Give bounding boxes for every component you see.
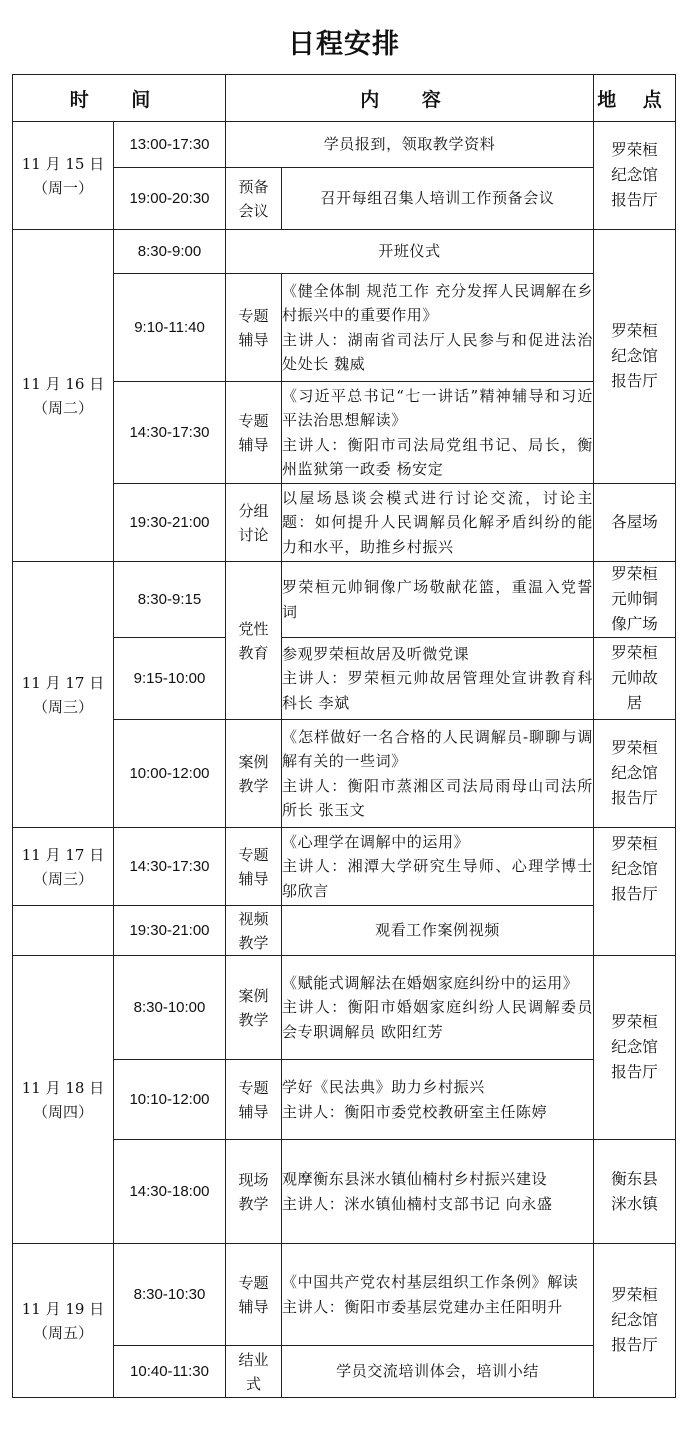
location-cell: 罗荣桓 元帅铜 像广场 <box>594 562 676 638</box>
time-cell: 14:30-17:30 <box>114 828 226 906</box>
location-cell: 罗荣桓 纪念馆 报告厅 <box>594 1244 676 1398</box>
content-cell: 《怎样做好一名合格的人民调解员-聊聊与调解有关的一些词》 主讲人：衡阳市蒸湘区司法局雨母山司法所所长 张玉文 <box>282 720 594 828</box>
schedule-table <box>12 74 676 1398</box>
content-cell: 开班仪式 <box>226 230 594 274</box>
location-cell: 罗荣桓 纪念馆 报告厅 <box>594 230 676 484</box>
content-cell: 《习近平总书记“七一讲话”精神辅导和习近平法治思想解读》 主讲人：衡阳市司法局党组书记、局长，衡州监狱第一政委 杨安定 <box>282 382 594 484</box>
type-cell: 专题辅导 <box>226 828 282 906</box>
time-cell: 19:30-21:00 <box>114 484 226 562</box>
type-cell: 案例教学 <box>226 720 282 828</box>
date-cell: 11 月 19 日 （周五） <box>13 1244 114 1398</box>
table-header-row <box>13 75 676 122</box>
time-cell: 8:30-9:15 <box>114 562 226 638</box>
type-cell: 案例教学 <box>226 956 282 1060</box>
content-cell: 学员报到，领取教学资料 <box>226 122 594 168</box>
location-cell: 各屋场 <box>594 484 676 562</box>
date-cell: 11 月 16 日 （周二） <box>13 230 114 562</box>
date-cell: 11 月 18 日 （周四） <box>13 956 114 1244</box>
type-cell: 现场教学 <box>226 1140 282 1244</box>
type-cell: 专题辅导 <box>226 1244 282 1346</box>
content-cell: 参观罗荣桓故居及听微党课 主讲人：罗荣桓元帅故居管理处宣讲教育科科长 李斌 <box>282 638 594 720</box>
time-cell: 19:30-21:00 <box>114 906 226 956</box>
table-row <box>13 828 676 906</box>
content-cell: 罗荣桓元帅铜像广场敬献花篮，重温入党誓词 <box>282 562 594 638</box>
content-cell: 学好《民法典》助力乡村振兴 主讲人：衡阳市委党校教研室主任陈婷 <box>282 1060 594 1140</box>
header-content: 内 容 <box>226 75 594 122</box>
type-cell: 专题辅导 <box>226 382 282 484</box>
content-cell: 《健全体制 规范工作 充分发挥人民调解在乡村振兴中的重要作用》 主讲人：湖南省司法厅人民参与和促进法治处处长 魏威 <box>282 274 594 382</box>
location-cell: 罗荣桓 纪念馆 报告厅 <box>594 122 676 230</box>
time-cell: 10:00-12:00 <box>114 720 226 828</box>
content-cell: 以屋场恳谈会模式进行讨论交流，讨论主题：如何提升人民调解员化解矛盾纠纷的能力和水平，助推乡村振兴 <box>282 484 594 562</box>
page-title: 日程安排 <box>288 29 400 60</box>
time-cell: 19:00-20:30 <box>114 168 226 230</box>
content-cell: 观摩衡东县洣水镇仙楠村乡村振兴建设 主讲人：洣水镇仙楠村支部书记 向永盛 <box>282 1140 594 1244</box>
time-cell: 9:15-10:00 <box>114 638 226 720</box>
content-cell: 观看工作案例视频 <box>282 906 594 956</box>
type-cell: 专题辅导 <box>226 274 282 382</box>
date-cell: 11 月 15 日 （周一） <box>13 122 114 230</box>
location-cell: 罗荣桓 纪念馆 报告厅 <box>594 828 676 956</box>
type-cell: 预备会议 <box>226 168 282 230</box>
content-cell: 《赋能式调解法在婚姻家庭纠纷中的运用》 主讲人：衡阳市婚姻家庭纠纷人民调解委员会专职调解员 欧阳红芳 <box>282 956 594 1060</box>
table-row <box>13 230 676 274</box>
date-cell: 11 月 17 日 （周三） <box>13 828 114 906</box>
time-cell: 10:40-11:30 <box>114 1346 226 1398</box>
time-cell: 8:30-9:00 <box>114 230 226 274</box>
header-time: 时 间 <box>13 75 226 122</box>
type-cell: 专题辅导 <box>226 1060 282 1140</box>
type-cell: 结业式 <box>226 1346 282 1398</box>
type-cell: 分组讨论 <box>226 484 282 562</box>
location-cell: 衡东县 洣水镇 <box>594 1140 676 1244</box>
table-row <box>13 562 676 638</box>
location-cell: 罗荣桓 纪念馆 报告厅 <box>594 720 676 828</box>
time-cell: 13:00-17:30 <box>114 122 226 168</box>
time-cell: 14:30-17:30 <box>114 382 226 484</box>
table-row <box>13 956 676 1060</box>
content-cell: 学员交流培训体会，培训小结 <box>282 1346 594 1398</box>
time-cell: 10:10-12:00 <box>114 1060 226 1140</box>
time-cell: 8:30-10:00 <box>114 956 226 1060</box>
location-cell: 罗荣桓 纪念馆 报告厅 <box>594 956 676 1140</box>
type-cell: 党性教育 <box>226 562 282 720</box>
time-cell: 8:30-10:30 <box>114 1244 226 1346</box>
time-cell: 14:30-18:00 <box>114 1140 226 1244</box>
header-place: 地 点 <box>594 75 676 122</box>
type-cell: 视频教学 <box>226 906 282 956</box>
date-cell: 11 月 17 日 （周三） <box>13 562 114 828</box>
location-cell: 罗荣桓 元帅故 居 <box>594 638 676 720</box>
table-row <box>13 122 676 168</box>
table-row <box>13 906 676 956</box>
content-cell: 《心理学在调解中的运用》 主讲人：湘潭大学研究生导师、心理学博士 邬欣言 <box>282 828 594 906</box>
content-cell: 《中国共产党农村基层组织工作条例》解读 主讲人：衡阳市委基层党建办主任阳明升 <box>282 1244 594 1346</box>
time-cell: 9:10-11:40 <box>114 274 226 382</box>
table-row <box>13 1244 676 1346</box>
content-cell: 召开每组召集人培训工作预备会议 <box>282 168 594 230</box>
date-cell-empty <box>13 906 114 956</box>
